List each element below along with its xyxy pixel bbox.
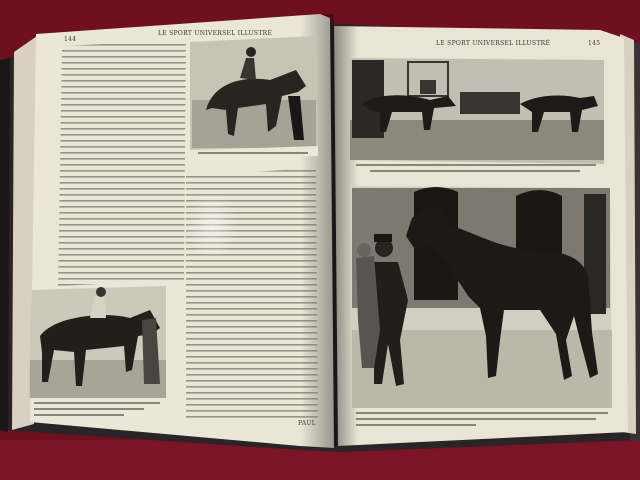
left-running-header: LE SPORT UNIVERSEL ILLUSTRÉ (158, 30, 273, 37)
photo-jockey-top (190, 36, 318, 160)
right-page-number: 145 (588, 40, 601, 47)
right-running-header: LE SPORT UNIVERSEL ILLUSTRÉ (436, 40, 551, 47)
light-glare (186, 192, 238, 260)
photo-jockey-bottom (28, 286, 166, 416)
photo-horse-and-handler (350, 186, 612, 426)
left-footer-signature: PAUL (298, 420, 317, 427)
left-text-column-a (58, 40, 186, 286)
left-page-number: 144 (64, 36, 77, 43)
photo-race-start (348, 58, 604, 172)
